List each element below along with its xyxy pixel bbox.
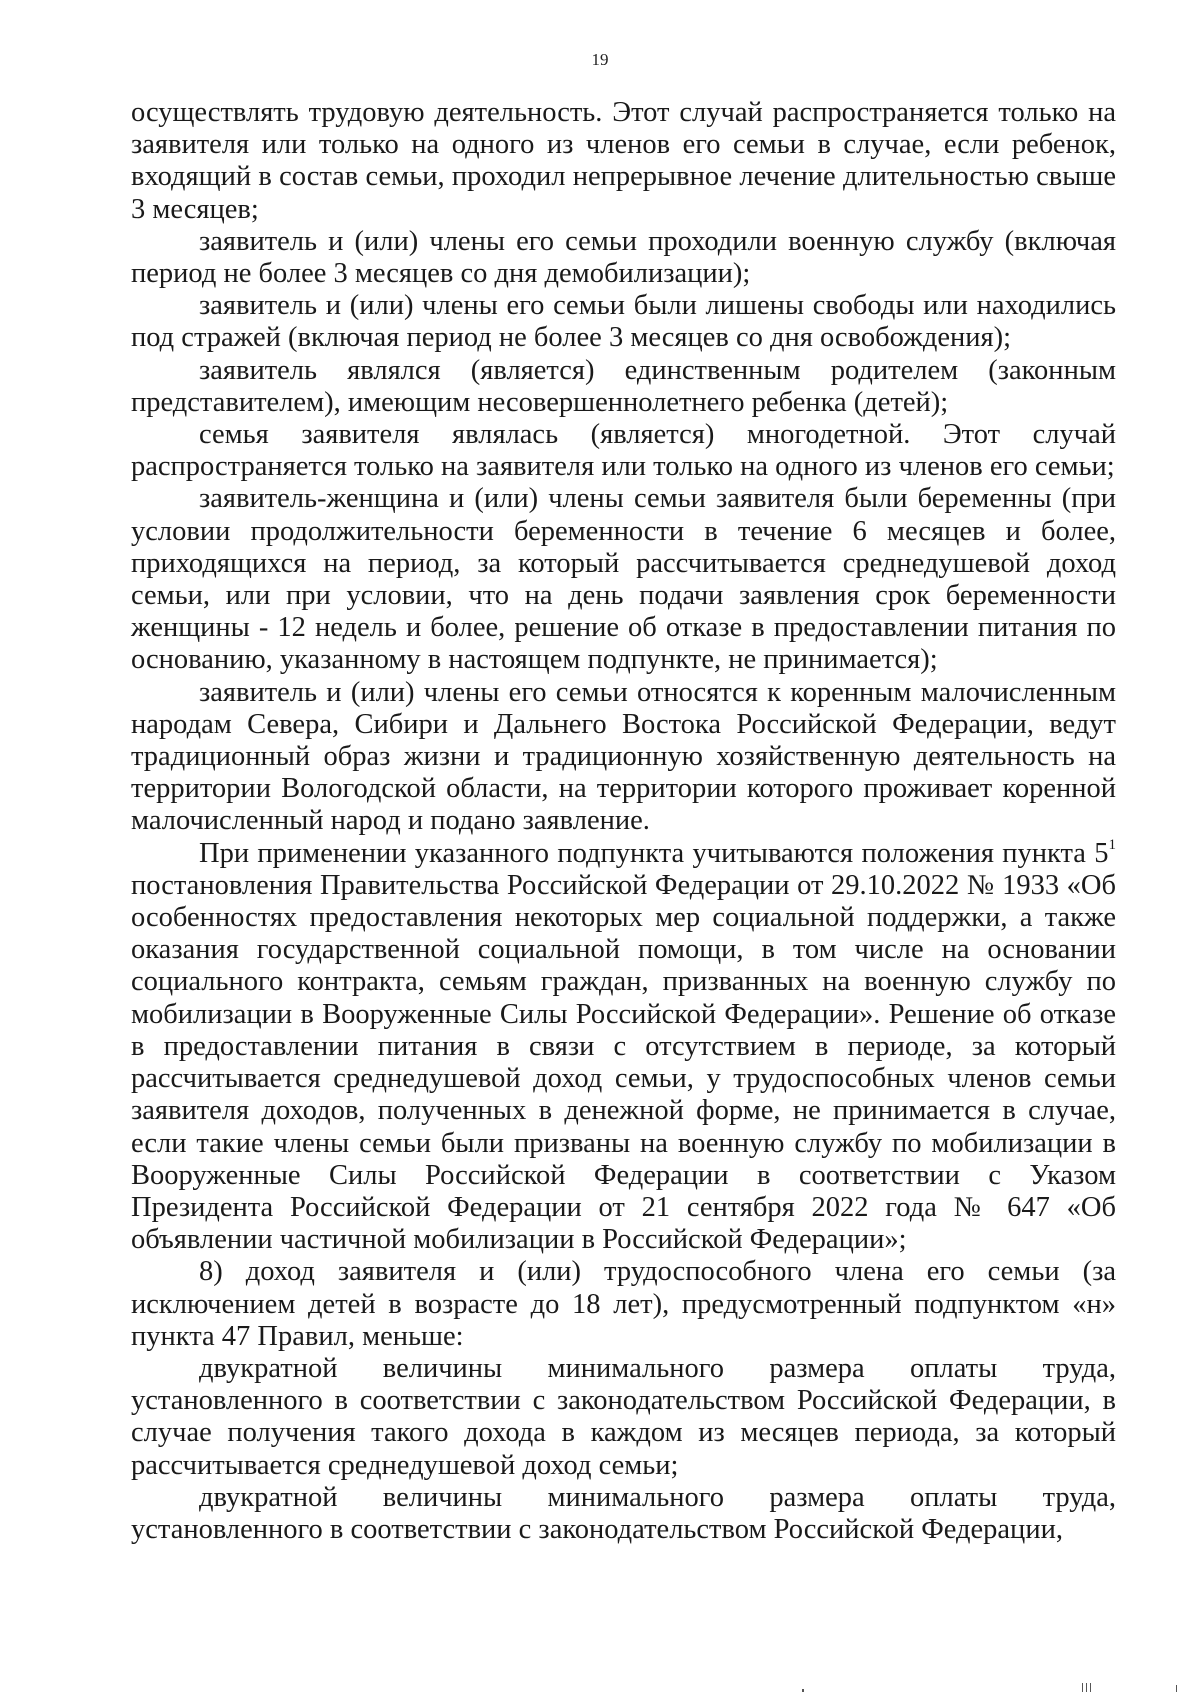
paragraph: двукратной величины минимального размера оплаты труда, установленного в соответствии с законодательством Российской Федерации, в случае получения такого дохода в каждом из месяцев периода, за который рассчитывается среднедушевой доход семьи; bbox=[131, 1352, 1116, 1481]
paragraph: заявитель и (или) члены его семьи были лишены свободы или находились под стражей (включая период не более 3 месяцев со дня освобождения); bbox=[131, 290, 1116, 354]
paragraph: заявитель-женщина и (или) члены семьи заявителя были беременны (при условии продолжительности беременности в течение 6 месяцев и более, приходящихся на период, за который рассчитывается среднедушевой доход семьи, или при условии, что на день подачи заявления срок беременности женщины - 12 недель и более, решение об отказе в предоставлении питания по основанию, указанному в настоящем подпункте, не принимается); bbox=[131, 483, 1116, 676]
paragraph: двукратной величины минимального размера оплаты труда, установленного в соответствии с законодательством Российской Федерации, bbox=[131, 1481, 1116, 1545]
paragraph-with-footnote bbox=[131, 838, 1116, 1257]
paragraph: 8) доход заявителя и (или) трудоспособного члена его семьи (за исключением детей в возрасте до 18 лет), предусмотренный подпунктом «н» пункта 47 Правил, меньше: bbox=[131, 1256, 1116, 1352]
scan-artifact bbox=[1086, 1683, 1087, 1692]
page-number: 19 bbox=[591, 50, 609, 69]
scan-artifact bbox=[802, 1689, 804, 1692]
paragraph: семья заявителя являлась (является) многодетной. Этот случай распространяется только на заявителя или только на одного из членов его семьи; bbox=[131, 419, 1116, 483]
superscript-marker: 1 bbox=[1108, 836, 1116, 853]
document-body bbox=[131, 97, 1116, 1546]
scan-artifact bbox=[1176, 1685, 1177, 1692]
paragraph: осуществлять трудовую деятельность. Этот случай распространяется только на заявителя или только на одного из членов его семьи в случае, если ребенок, входящий в состав семьи, проходил непрерывное лечение длительностью свыше 3 месяцев; bbox=[131, 97, 1116, 225]
paragraph-text-after: постановления Правительства Российской Федерации от 29.10.2022 № 1933 «Об особенностях предоставления некоторых мер социальной поддержки, а также оказания государственной социальной помощи, в том числе на основании социального контракта, семьям граждан, призванных на военную службу по мобилизации в Вооруженные Силы Российской Федерации». Решение об отказе в предоставлении питания в связи с отсутствием в периоде, за который рассчитывается среднедушевой доход семьи, у трудоспособных членов семьи заявителя доходов, полученных в денежной форме, не принимается в случае, если такие члены семьи были призваны на военную службу по мобилизации в Вооруженные Силы Российской Федерации в соответствии с Указом Президента Российской Федерации от 21 сентября 2022 года № 647 «Об объявлении частичной мобилизации в Российской Федерации»; bbox=[131, 869, 1116, 1256]
scan-artifact bbox=[1090, 1683, 1091, 1692]
paragraph: заявитель и (или) члены его семьи относятся к коренным малочисленным народам Севера, Сибири и Дальнего Востока Российской Федерации, ведут традиционный образ жизни и традиционную хозяйственную деятельность на территории Вологодской области, на территории которого проживает коренной малочисленный народ и подано заявление. bbox=[131, 676, 1116, 837]
paragraph: заявитель являлся (является) единственным родителем (законным представителем), имеющим несовершеннолетнего ребенка (детей); bbox=[131, 354, 1116, 418]
scan-artifact bbox=[1082, 1683, 1083, 1692]
paragraph: заявитель и (или) члены его семьи проходили военную службу (включая период не более 3 месяцев со дня демобилизации); bbox=[131, 225, 1116, 290]
paragraph-text-before: При применении указанного подпункта учитываются положения пункта 5 bbox=[199, 837, 1109, 869]
